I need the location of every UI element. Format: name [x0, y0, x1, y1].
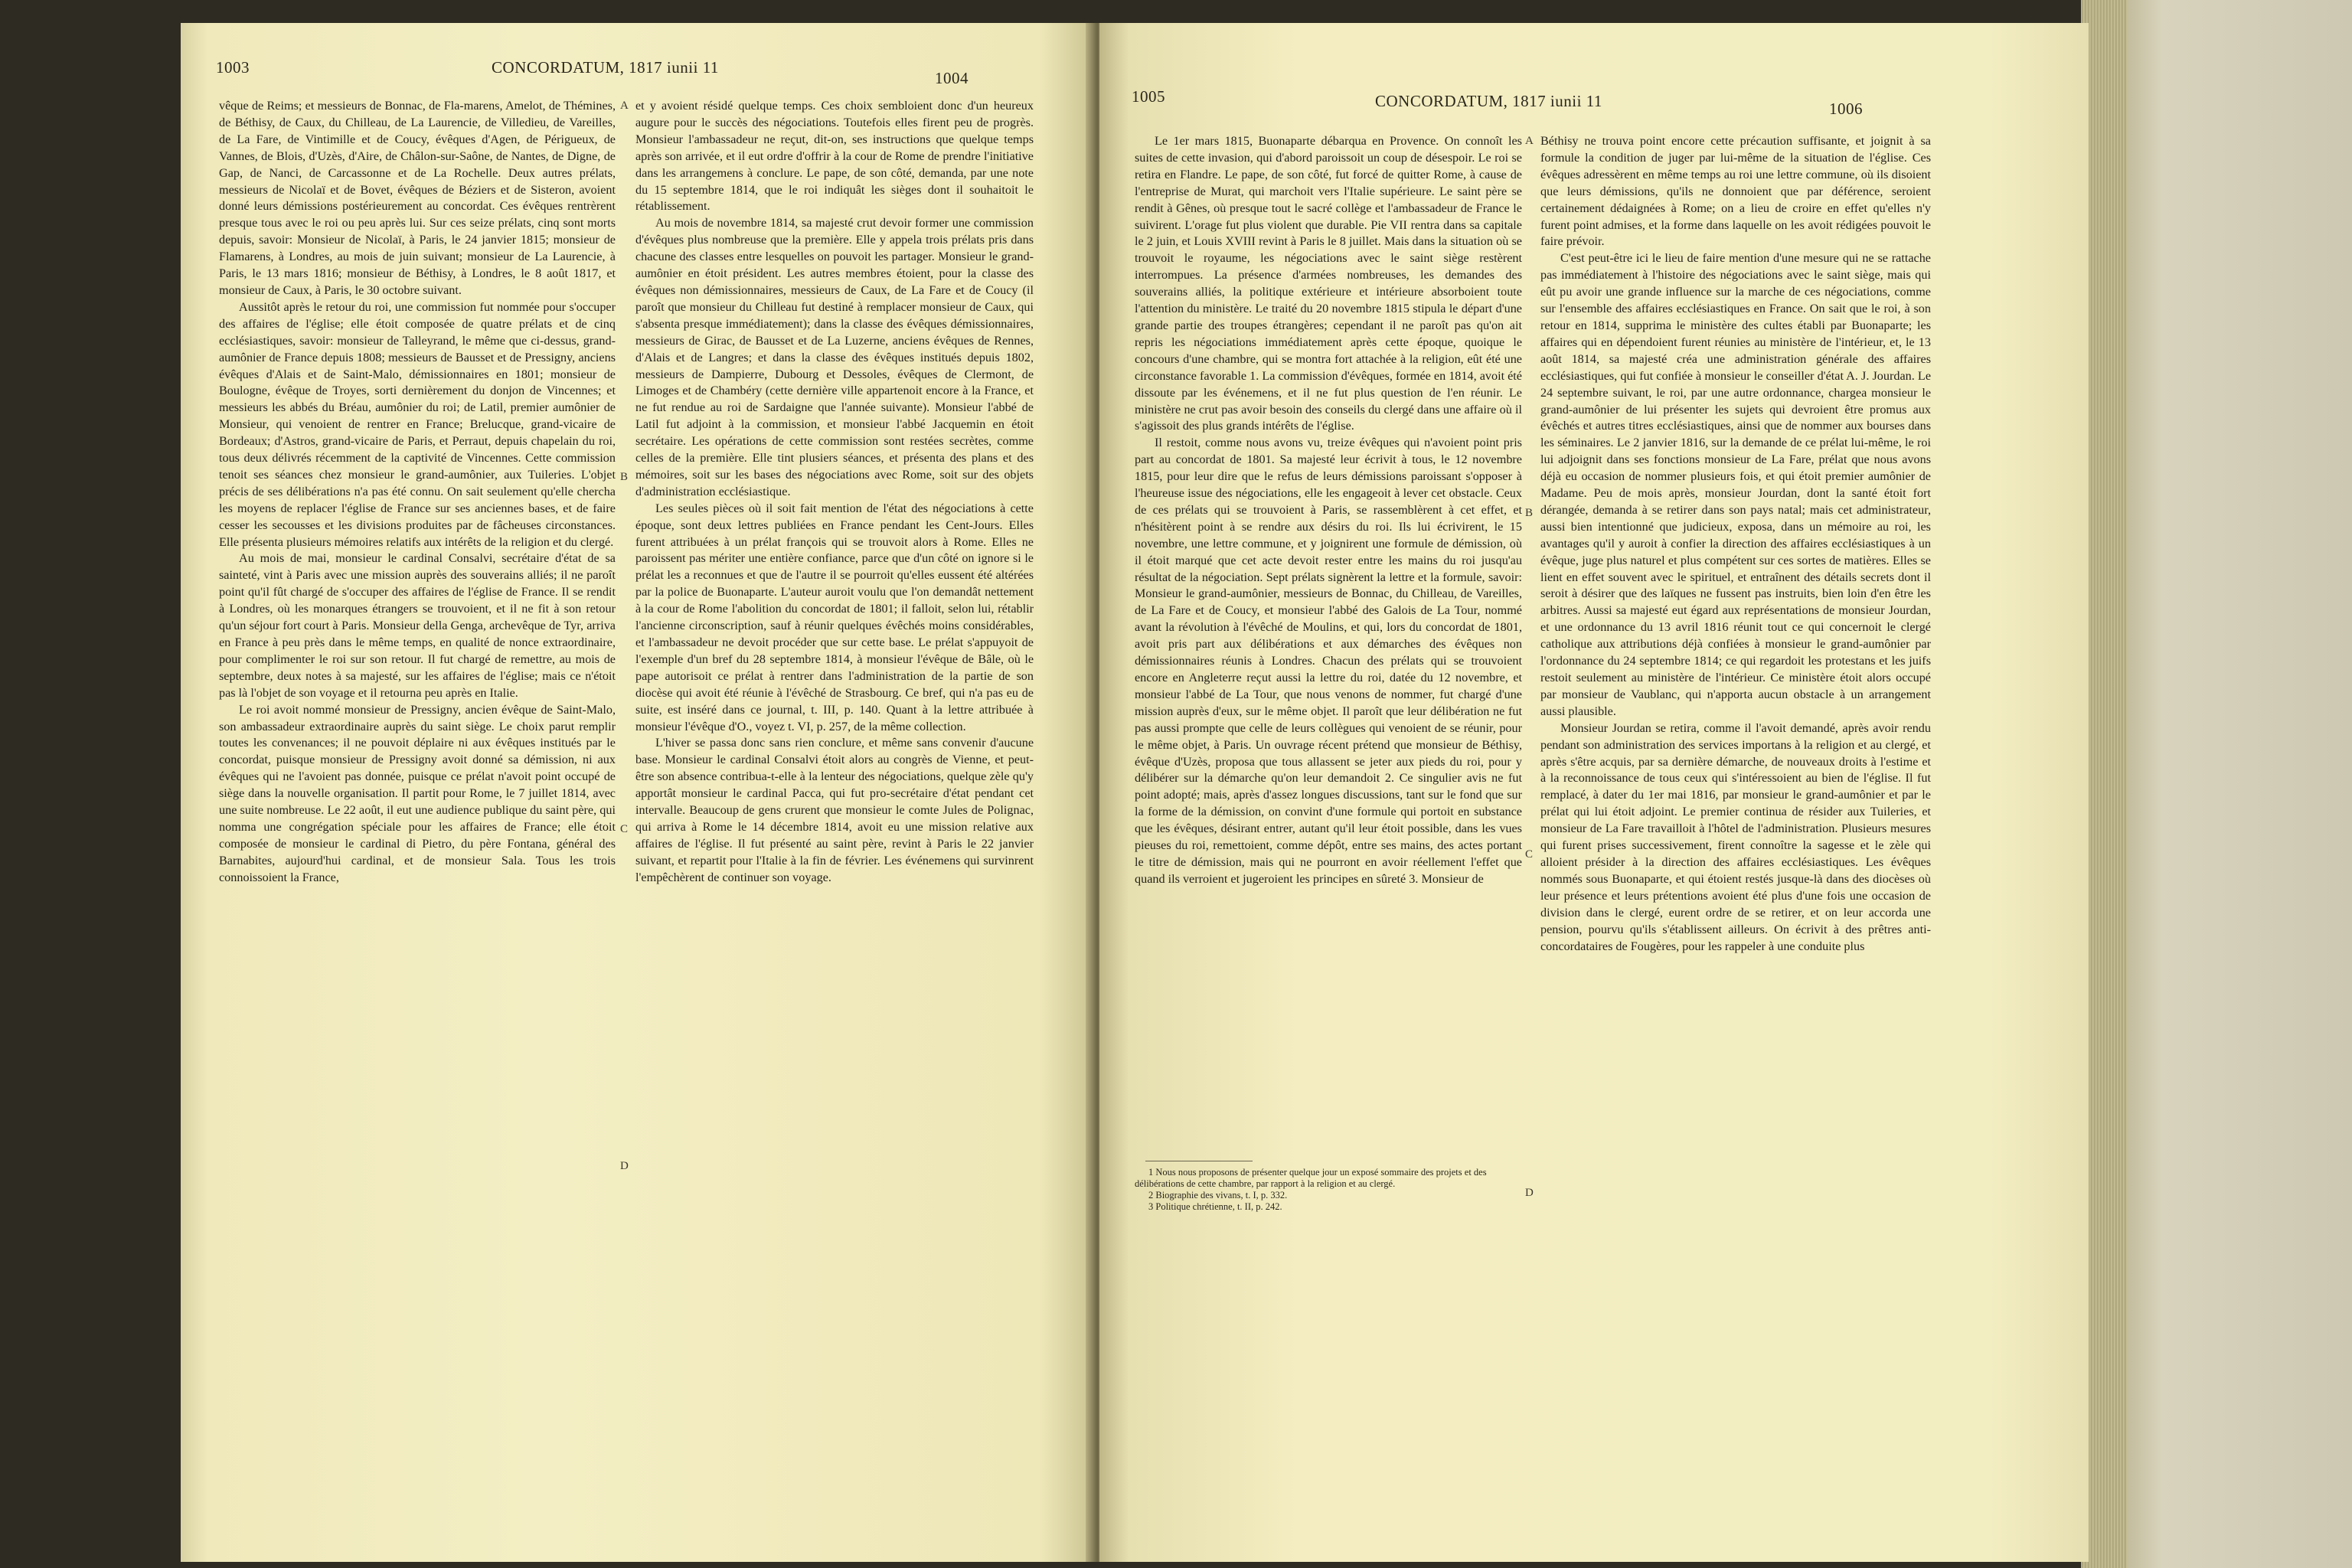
footnote: 3 Politique chrétienne, t. II, p. 242.	[1148, 1201, 1282, 1212]
left-page-column-1	[219, 98, 616, 1545]
footnotes	[1135, 1167, 1522, 1213]
paragraph: Monsieur Jourdan se retira, comme il l'avoit demandé, après avoir rendu pendant son administration des services importans à la religion et au clergé, et après s'être acquis, par sa dernière démarche, de nouveaux droits à l'estime et à la reconnoissance de tous ceux qui s'intéressoient au bien de l'église. Il fut remplacé, à dater du 1er mai 1816, par monsieur le grand-aumônier et par le prélat qui lui étoit adjoint. Le premier continua de résider aux Tuileries, et monsieur de La Fare travailloit à l'hôtel de l'administration. Plusieurs mesures qui furent prises successivement, firent connoître la sagesse et le zèle qui alloient présider à la direction des affaires ecclésiastiques. Les évêques nommés sous Buonaparte, et qui étoient restés jusque-là dans des diocèses où leur présence et leurs prétentions avoient été plus d'une fois une occasion de division dans le clergé, eurent ordre de se retirer, et on leur accorda une pension, pourvu qu'ils s'établissent ailleurs. On écrivit à des prêtres anti-concordataires de Fougères, pour les rappeler à une conduite plus	[1540, 720, 1931, 953]
margin-marker-c: C	[1525, 848, 1534, 861]
paragraph: Aussitôt après le retour du roi, une commission fut nommée pour s'occuper des affaires de l'église; elle étoit composée de quatre prélats et de cinq ecclésiastiques, savoir: monsieur de Talleyrand, le même que ci-dessus, grand-aumônier de France depuis 1808; messieurs de Bausset et de Pressigny, anciens évêques d'Alais et de Saint-Malo, démissionnaires en 1801; monsieur de Boulogne, évêque de Troyes, sorti dernièrement du donjon de Vincennes; et messieurs les abbés du Bréau, aumônier du roi; de Latil, premier aumônier de Monsieur, qui venoient de rentrer en France; Brelucque, grand-vicaire de Bordeaux; d'Astros, grand-vicaire de Paris, et Perraut, depuis chapelain du roi, tous deux délivrés récemment de la captivité de Vincennes. Cette commission tenoit ses séances chez monsieur le grand-aumônier, aux Tuileries. L'objet précis de ses délibérations n'a pas été connu. On sait seulement qu'elle chercha les moyens de replacer l'église de France sur ses anciennes bases, et de faire cesser les secousses et les divisions produites par de fâcheuses circonstances. Elle présenta plusieurs mémoires relatifs aux intérêts de la religion et du clergé.	[219, 299, 616, 549]
left-page-number-1004: 1004	[935, 69, 969, 87]
paragraph: Il restoit, comme nous avons vu, treize évêques qui n'avoient point pris part au concordat de 1801. Sa majesté leur écrivit à tous, le 12 novembre 1815, pour leur dire que le refus de leurs démissions paroissant s'opposer à l'heureuse issue des négociations, elle les engageoit à lever cet obstacle. Ceux de ces prélats qui se trouvoient à Paris, se rassemblèrent à cet effet, et n'hésitèrent point à se rendre aux désirs du roi. Ils lui écrivirent, le 15 novembre, une lettre commune, et y joignirent une formule de démission, où il étoit marqué que cet acte devoit rester entre les mains du roi jusqu'au résultat de la négociation. Sept prélats signèrent la lettre et la formule, savoir: Monsieur le grand-aumônier, messieurs de Bonnac, du Chilleau, de Vareilles, de La Fare et de Coucy, et monsieur l'abbé des Galois de La Tour, nommé avant la révolution à l'évêché de Moulins, et qui, lors du concordat de 1801, avoit pris part aux délibérations et aux démarches des évêques non démissionnaires réunis à Londres. Chacun des prélats qui se trouvoient encore en Angleterre reçut aussi la lettre du roi, datée du 12 novembre, et monsieur l'abbé de La Tour, que nous venons de nommer, fut chargé d'une mission auprès d'eux, sur le même objet. Il paroît que leur délibération ne fut pas aussi prompte que celle de leurs collègues qui venoient de se réunir, pour le même objet, à Paris. Un ouvrage récent prétend que monsieur de Béthisy, évêque d'Uzès, proposa que tous allassent se jeter aux pieds du roi, pour y délibérer sur la démarche qu'on leur demandoit 2. Ce singulier avis ne fut point adopté; mais, après d'assez longues discussions, tant sur le fond que sur la forme de la démission, on convint d'une formule qui portoit en substance que les évêques, désirant entrer, autant qu'il leur étoit possible, dans les vues pieuses du roi, remettoient, comme dépôt, entre ses mains, des actes portant le titre de démission, mais qui ne pourront en avoir réellement l'effet que quand ils verroient et jugeroient les principes en sûreté 3. Monsieur de	[1135, 436, 1522, 886]
left-running-head: CONCORDATUM, 1817 iunii 11	[492, 58, 719, 77]
right-page-column-2	[1540, 133, 1931, 1547]
margin-marker-b: B	[620, 471, 629, 483]
margin-marker-c: C	[620, 823, 629, 835]
right-page-number-1005: 1005	[1132, 87, 1165, 106]
paragraph: Le 1er mars 1815, Buonaparte débarqua en Provence. On connoît les suites de cette invasion, qui d'abord paroissoit un coup de désespoir. Le roi se retira en Flandre. Le pape, de son côté, fut forcé de quitter Rome, à cause de l'entreprise de Murat, qui marchoit vers l'Italie supérieure. Le saint père se rendit à Gênes, où presque tout le sacré collège et l'ambassadeur de France le suivirent. L'orage fut plus violent que durable. Pie VII rentra dans sa capitale le 2 juin, et Louis XVIII revint à Paris le 8 juillet. Mais dans la situation où se trouvoit le royaume, les négociations avec le saint siège restèrent interrompues. La présence d'armées nombreuses, les demandes des souverains alliés, la politique extérieure et intérieure absorboient toute l'attention du ministère. Le traité du 20 novembre 1815 stipula le départ d'une grande partie des troupes étrangères; cependant il ne paroît pas qu'on ait repris les négociations immédiatement après cette époque, quoique le concours d'une chambre, qui se montra fort attachée à la religion, eût été une circonstance favorable 1. La commission d'évêques, formée en 1814, avoit été dissoute par les événemens, et il ne fut plus question de l'en réunir. Le ministère ne crut pas avoir besoin des conseils du clergé dans une affaire où il s'agissoit des plus grands intérêts de l'église.	[1135, 134, 1522, 433]
left-page-column-2	[635, 98, 1034, 1545]
paragraph: Le roi avoit nommé monsieur de Pressigny, ancien évêque de Saint-Malo, son ambassadeur extraordinaire auprès du saint siège. Le choix parut remplir toutes les convenances; il ne pouvoit déplaire ni aux évêques institués par le concordat, puisque monsieur de Pressigny avoit donné sa démission, ni aux évêques qui ne l'avoient pas donnée, puisque ce prélat n'avoit point occupé de siège dans la nouvelle organisation. Il partit pour Rome, le 7 juillet 1814, avec une suite nombreuse. Le 22 août, il eut une audience publique du saint père, qui nomma une congrégation spéciale pour les affaires de France; elle étoit composée de monsieur le cardinal di Pietro, du père Fontana, général des Barnabites, aujourd'hui cardinal, et de monsieur Sala. Tous les trois connoissoient la France,	[219, 702, 616, 884]
right-page	[1099, 23, 2089, 1562]
paragraph: et y avoient résidé quelque temps. Ces choix sembloient donc d'un heureux augure pour le succès des négociations. Toutefois elles firent peu de progrès. Monsieur l'ambassadeur ne reçut, dit-on, ses instructions que quelque temps après son arrivée, et il eut ordre d'offrir à la cour de Rome de prendre l'initiative dans les arrangemens à conclure. Le pape, de son côté, demanda, par une note du 15 septembre 1814, que le roi indiquât les sièges dont il souhaitoit le rétablissement.	[635, 99, 1034, 214]
margin-marker-d: D	[620, 1160, 629, 1172]
margin-marker-a: A	[620, 100, 629, 112]
margin-marker-d: D	[1525, 1187, 1534, 1199]
paragraph: vêque de Reims; et messieurs de Bonnac, de Fla-marens, Amelot, de Thémines, de Béthisy, de Caux, du Chilleau, de La Laurencie, de Villedieu, de Vareilles, de La Fare, de Vintimille et de Coucy, évêques d'Agen, de Périgueux, de Vannes, de Blois, d'Uzès, d'Aire, de Châlon-sur-Saône, de Nantes, de Digne, de Gap, de Nanci, de Carcassonne et de La Rochelle. Deux autres prélats, messieurs de Nicolaï et de Bovet, évêques de Béziers et de Sisteron, avoient donné leurs démissions postérieurement au concordat. Ces évêques rentrèrent presque tous avec le roi ou peu après lui. Sur ces seize prélats, cinq sont morts depuis, savoir: Monsieur de Nicolaï, à Paris, le 24 janvier 1815; monsieur de Flamarens, à Londres, au mois de juin suivant; monsieur de La Laurencie, à Paris, le 13 mars 1816; monsieur de Béthisy, à Londres, le 8 août 1817, et monsieur de Caux, à Paris, le 30 octobre suivant.	[219, 99, 616, 297]
paragraph: Béthisy ne trouva point encore cette précaution suffisante, et joignit à sa formule la condition de juger par lui-même de la situation de l'église. Ces évêques adressèrent en même temps au roi une lettre commune, où ils disoient que leurs démissions, qu'ils ne donnoient que par déférence, seroient certainement dédaignées à Rome; on a lieu de croire en effet qu'elles n'y furent point admises, et la forme dans laquelle on les avoit rédigées pouvoit le faire prévoir.	[1540, 134, 1931, 249]
footnote: 2 Biographie des vivans, t. I, p. 332.	[1148, 1190, 1288, 1200]
right-page-number-1006: 1006	[1829, 100, 1863, 118]
paragraph: Au mois de mai, monsieur le cardinal Consalvi, secrétaire d'état de sa sainteté, vint à Paris avec une mission auprès des souverains alliés; il ne paroît point qu'il fût chargé de s'occuper des affaires de l'église de France. Il se rendit à Londres, où les monarques étrangers se trouvoient, et il ne fit à son retour qu'un séjour fort court à Paris. Monsieur della Genga, archevêque de Tyr, arriva en France à peu près dans le même temps, en qualité de nonce extraordinaire, pour complimenter le roi sur son retour. Il fut chargé de remettre, au mois de septembre, deux notes à sa majesté, sur les affaires de l'église; mais ce n'étoit pas là l'objet de son voyage et il retourna peu après en Italie.	[219, 551, 616, 700]
paragraph: Au mois de novembre 1814, sa majesté crut devoir former une commission d'évêques plus nombreuse que la première. Elle y appela trois prélats pris dans chacune des classes entre lesquelles on pouvoit les partager. Monsieur le grand-aumônier en étoit président. Les autres membres étoient, pour la classe des évêques non démissionnaires, messieurs de Caux, de La Fare et de Coucy (il paroît que monsieur du Chilleau fut destiné à remplacer monsieur de Caux, qui s'absenta presque immédiatement); dans la classe des évêques démissionnaires, messieurs de Girac, de Bausset et de La Luzerne, anciens évêques de Rennes, d'Alais et de Langres; et dans la classe des évêques institués depuis 1802, messieurs de Dampierre, Dubourg et Dessoles, évêques de Clermont, de Limoges et de Chambéry (cette dernière ville appartenoit encore à la France, et ne fut rendue au roi de Sardaigne que l'année suivante). Monsieur l'abbé de Latil fut adjoint à la commission, et monsieur l'abbé Jacquemin en étoit secrétaire. Les opérations de cette commission sont restées secrètes, comme celles de la première. Elle tint plusiers séances, et présenta des plans et des mémoires, soit sur les bases des négociations avec Rome, soit sur des objets d'administration ecclésiastique.	[635, 216, 1034, 498]
right-running-head: CONCORDATUM, 1817 iunii 11	[1375, 92, 1602, 110]
footnote: 1 Nous nous proposons de présenter quelque jour un exposé sommaire des projets et des délibérations de cette chambre, par rapport à la religion et au clergé.	[1135, 1167, 1487, 1189]
margin-marker-b: B	[1525, 507, 1534, 519]
right-page-column-1	[1135, 133, 1522, 1152]
paragraph: C'est peut-être ici le lieu de faire mention d'une mesure qui ne se rattache pas immédiatement à l'histoire des négociations avec le saint siège, mais qui eût pu avoir une grande influence sur la marche de ces négociations, comme sur l'ensemble des affaires ecclésiastiques en France. On sait que le roi, à son retour en 1814, supprima le ministère des cultes établi par Buonaparte; les affaires qui en dépendoient furent réunies au ministère de l'intérieur, et, le 13 août 1814, sa majesté créa une administration générale des affaires ecclésiastiques, qui fut confiée à monsieur le conseiller d'état A. J. Jourdan. Le 24 septembre suivant, le roi, par une autre ordonnance, chargea monsieur le grand-aumônier de lui présenter les sujets qui devroient être promus aux évêchés et autres titres ecclésiastiques, ainsi que de nommer aux bourses dans les séminaires. Le 2 janvier 1816, sur la demande de ce prélat lui-même, le roi lui adjoignit dans ses fonctions monsieur de La Fare, prélat que nous avons déjà eu occasion de nommer plusieurs fois, et qui étoit premier aumônier de Madame. Peu de mois après, monsieur Jourdan, dont la santé étoit fort dérangée, demanda à se retirer dans son pays natal; mais cet administrateur, aussi bien intentionné que judicieux, exposa, dans un mémoire au roi, les avantages qu'il y auroit à confier la direction des affaires ecclésiastiques à un évêque, juge plus naturel et plus compétent sur ces sortes de matières. Elles se lient en effet souvent avec le spirituel, et entraînent des détails secrets dont il seroit à désirer que des laïques ne fussent pas instruits, bien loin d'en être les arbitres. Aussi sa majesté eut égard aux représentations de monsieur Jourdan, et une ordonnance du 13 avril 1816 réunit tout ce qui concernoit le clergé catholique aux attributions déjà confiées à monsieur le grand-aumônier par l'ordonnance du 24 septembre 1814; ce qui regardoit les protestans et les juifs restoit seulement au ministère de l'intérieur. Ce ministère étoit alors occupé par monsieur de Vaublanc, qui n'apporta aucun obstacle à un arrangement aussi plausible.	[1540, 251, 1931, 718]
paragraph: L'hiver se passa donc sans rien conclure, et même sans convenir d'aucune base. Monsieur le cardinal Consalvi étoit alors au congrès de Vienne, et peut-être son absence contribua-t-elle à la lenteur des négociations, quelque zèle qu'y apportât monsieur le cardinal Pacca, qui fut pro-secrétaire d'état pendant cet intervalle. Beaucoup de gens crurent que monsieur le comte Jules de Polignac, qui arriva à Rome le 14 décembre 1814, avoit eu une mission relative aux affaires de l'église. Il fut présenté au saint père, revint à Paris le 22 janvier suivant, et repartit pour l'Italie à la fin de février. Les événemens qui survinrent l'empêchèrent de continuer son voyage.	[635, 736, 1034, 884]
paragraph: Les seules pièces où il soit fait mention de l'état des négociations à cette époque, sont deux lettres publiées en France pendant les Cent-Jours. Elles furent attribuées à un prélat françois qui se trouvoit alors à Rome. Elles ne paroissent pas mériter une entière confiance, parce que d'un côté on ignore si le prélat les a reconnues et que de l'autre il se pourroit qu'elles eussent été altérées par la police de Buonaparte. L'auteur auroit voulu que l'on demandât nettement à la cour de Rome l'abolition du concordat de 1801; il falloit, selon lui, rétablir l'ancienne circonscription, sauf à réunir quelques évêchés moins considérables, et l'ambassadeur ne devoit procéder que sur cette base. Le prélat s'appuyoit de l'exemple d'un bref du 28 septembre 1814, à monsieur l'évêque de Bâle, où le pape autorisoit ce prélat à rentrer dans l'administration de la partie de son diocèse qui avoit été réunie à l'évêché de Strasbourg. Ce bref, qui n'a pas eu de suite, est inséré dans ce journal, t. III, p. 140. Quant à la lettre attribuée à monsieur l'évêque d'O., voyez t. VI, p. 257, de la même collection.	[635, 501, 1034, 733]
left-page-number-1003: 1003	[216, 58, 250, 77]
margin-marker-a: A	[1525, 135, 1534, 147]
left-page	[181, 23, 1095, 1562]
